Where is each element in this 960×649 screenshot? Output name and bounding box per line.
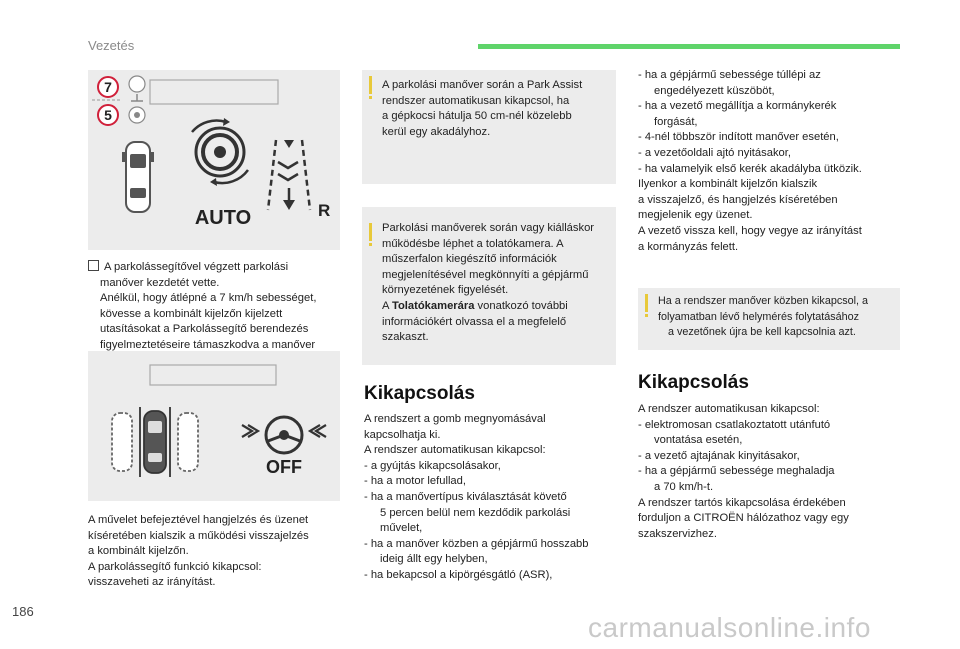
text-line: a kormányzás felett. <box>638 240 739 253</box>
list-item: vontatása esetén, <box>654 434 743 447</box>
text-line: A parkolássegítő funkció kikapcsol: <box>88 560 262 573</box>
off-label: OFF <box>266 457 302 477</box>
text-line: A rendszer automatikusan kikapcsol: <box>364 444 546 457</box>
text-line: a visszajelző, és hangjelzés kíséretében <box>638 193 838 206</box>
text-line: Parkolási manőverek során vagy kiálláskor <box>382 222 595 234</box>
text-line: A vezető vissza kell, hogy vegye az irányítást <box>638 224 862 237</box>
list-item: engedélyezett küszöböt, <box>654 84 775 97</box>
list-item: művelet, <box>380 522 423 535</box>
list-item: - ha valamelyik első kerék akadályba ütközik. <box>638 162 862 175</box>
info-box-reversing-camera <box>362 207 616 365</box>
bullet-line: kövesse a kombinált kijelzőn kijelzett <box>100 307 283 320</box>
text-line: működésbe léphet a tolatókamera. A <box>382 237 564 250</box>
text-line: kíséretében kialszik a működési visszajelzés <box>88 529 309 542</box>
bullet-line: A parkolássegítővel végzett parkolási <box>88 260 348 276</box>
list-item: - ha a vezető megállítja a kormánykerék <box>638 100 837 113</box>
text-line: szakaszt. <box>382 331 429 344</box>
page-number: 186 <box>12 604 34 619</box>
info-box-rear-distance <box>362 70 616 184</box>
text-line: A parkolási manőver során a Park Assist <box>382 79 583 91</box>
bullet-line: figyelmeztetéseire támaszkodva a manőver <box>100 338 316 351</box>
text-line: a gépkocsi hátulja 50 cm-nél közelebb <box>382 110 572 123</box>
text-line: A rendszer automatikusan kikapcsol: <box>638 403 820 415</box>
text-line: információkért olvassa el a megfelelő <box>382 315 567 328</box>
text-line: műszerfalon kiegészítő információk <box>382 253 557 266</box>
text-line: A rendszert a gomb megnyomásával <box>364 413 546 425</box>
text-line: visszaveheti az irányítást. <box>88 576 216 589</box>
watermark: carmanualsonline.info <box>588 612 871 643</box>
display-frame <box>150 365 276 385</box>
figure-park-assist-off <box>88 351 340 501</box>
list-item: - ha a manővertípus kiválasztását követő <box>364 490 567 503</box>
text-line: folyamatban lévő helymérés folytatásához <box>658 310 860 323</box>
list-item: forgását, <box>654 115 698 128</box>
text-line: A Tolatókamerára vonatkozó további <box>382 299 568 312</box>
col1-paragraph-2 <box>88 513 348 591</box>
text-line: A művelet befejeztével hangjelzés és üzenet <box>88 514 309 526</box>
list-item: - ha bekapcsol a kipörgésgátló (ASR), <box>364 568 553 581</box>
col3-deactivation-text <box>638 402 900 542</box>
reverse-label: R <box>318 201 331 220</box>
park-assist-off-illustration <box>88 351 340 501</box>
text-line: Ha a rendszer manőver közben kikapcsol, a <box>658 295 869 307</box>
heading-kikapcsolas-2: Kikapcsolás <box>638 372 749 393</box>
list-item: - a gyújtás kikapcsolásakor, <box>364 459 501 472</box>
park-assist-auto-illustration <box>88 70 340 250</box>
steering-wheel-icon <box>192 118 248 186</box>
badge-7-label: 7 <box>104 79 112 95</box>
parked-cars-icon <box>112 407 198 477</box>
list-item: - 4-nél többször indított manőver esetén, <box>638 131 839 144</box>
list-item: a 70 km/h-t. <box>654 480 714 493</box>
info-icon <box>369 76 372 94</box>
text-line: kapcsolhatja ki. <box>364 428 441 441</box>
list-item: - ha a gépjármű sebessége meghaladja <box>638 465 835 478</box>
text-line: megjelenik egy üzenet. <box>638 209 753 222</box>
list-item: - a vezetőoldali ajtó nyitásakor, <box>638 146 791 159</box>
text-line: rendszer automatikusan kikapcsol, ha <box>382 94 570 107</box>
info-icon <box>369 223 372 241</box>
text-line: szakszervizhez. <box>638 527 717 540</box>
info-icon <box>645 294 648 312</box>
section-accent-bar <box>478 44 900 49</box>
list-item: - ha a gépjármű sebessége túllépi az <box>638 69 821 81</box>
steering-wheel-off-icon <box>242 417 326 453</box>
badge-5-label: 5 <box>104 107 112 123</box>
heading-kikapcsolas-1: Kikapcsolás <box>364 383 475 404</box>
info-box-reactivate <box>638 288 900 350</box>
list-item: - ha a manőver közben a gépjármű hosszabb <box>364 537 589 550</box>
parking-arrows-icon <box>268 140 310 210</box>
text-line: megjelenítésével megkönnyíti a gépjármű <box>382 268 589 281</box>
display-frame <box>150 80 278 104</box>
col2-deactivation-text <box>364 412 624 584</box>
text-line: a vezetőnek újra be kell kapcsolnia azt. <box>668 326 856 339</box>
text-line: környezetének figyelését. <box>382 284 509 297</box>
list-item: - ha a motor lefullad, <box>364 475 466 488</box>
text-line: a kombinált kijelzőn. <box>88 545 189 558</box>
auto-label: AUTO <box>194 207 252 229</box>
list-item: ideig állt egy helyben, <box>380 553 488 566</box>
text-line: A rendszer tartós kikapcsolása érdekében <box>638 496 846 509</box>
col3-conditions-list <box>638 68 900 255</box>
list-item: - elektromosan csatlakoztatott utánfutó <box>638 418 831 431</box>
sensor-icon <box>129 76 145 92</box>
section-title: Vezetés <box>88 38 135 53</box>
car-top-view-icon <box>122 142 154 212</box>
list-item: 5 percen belül nem kezdődik parkolási <box>380 506 571 519</box>
bullet-line: utasításokat a Parkolássegítő berendezés <box>100 323 309 336</box>
text-line: kerül egy akadályhoz. <box>382 125 491 138</box>
bullet-square-icon <box>88 260 99 271</box>
bullet-line: Anélkül, hogy átlépné a 7 km/h sebességet, <box>100 292 317 305</box>
camera-link-text[interactable]: Tolatókamerára <box>391 299 475 312</box>
figure-park-assist-auto <box>88 70 340 250</box>
text-line: Ilyenkor a kombinált kijelzőn kialszik <box>638 178 818 191</box>
text-line: forduljon a CITROËN hálózathoz vagy egy <box>638 512 849 525</box>
bullet-line: manőver kezdetét vette. <box>100 276 220 289</box>
list-item: - a vezető ajtajának kinyitásakor, <box>638 449 800 462</box>
